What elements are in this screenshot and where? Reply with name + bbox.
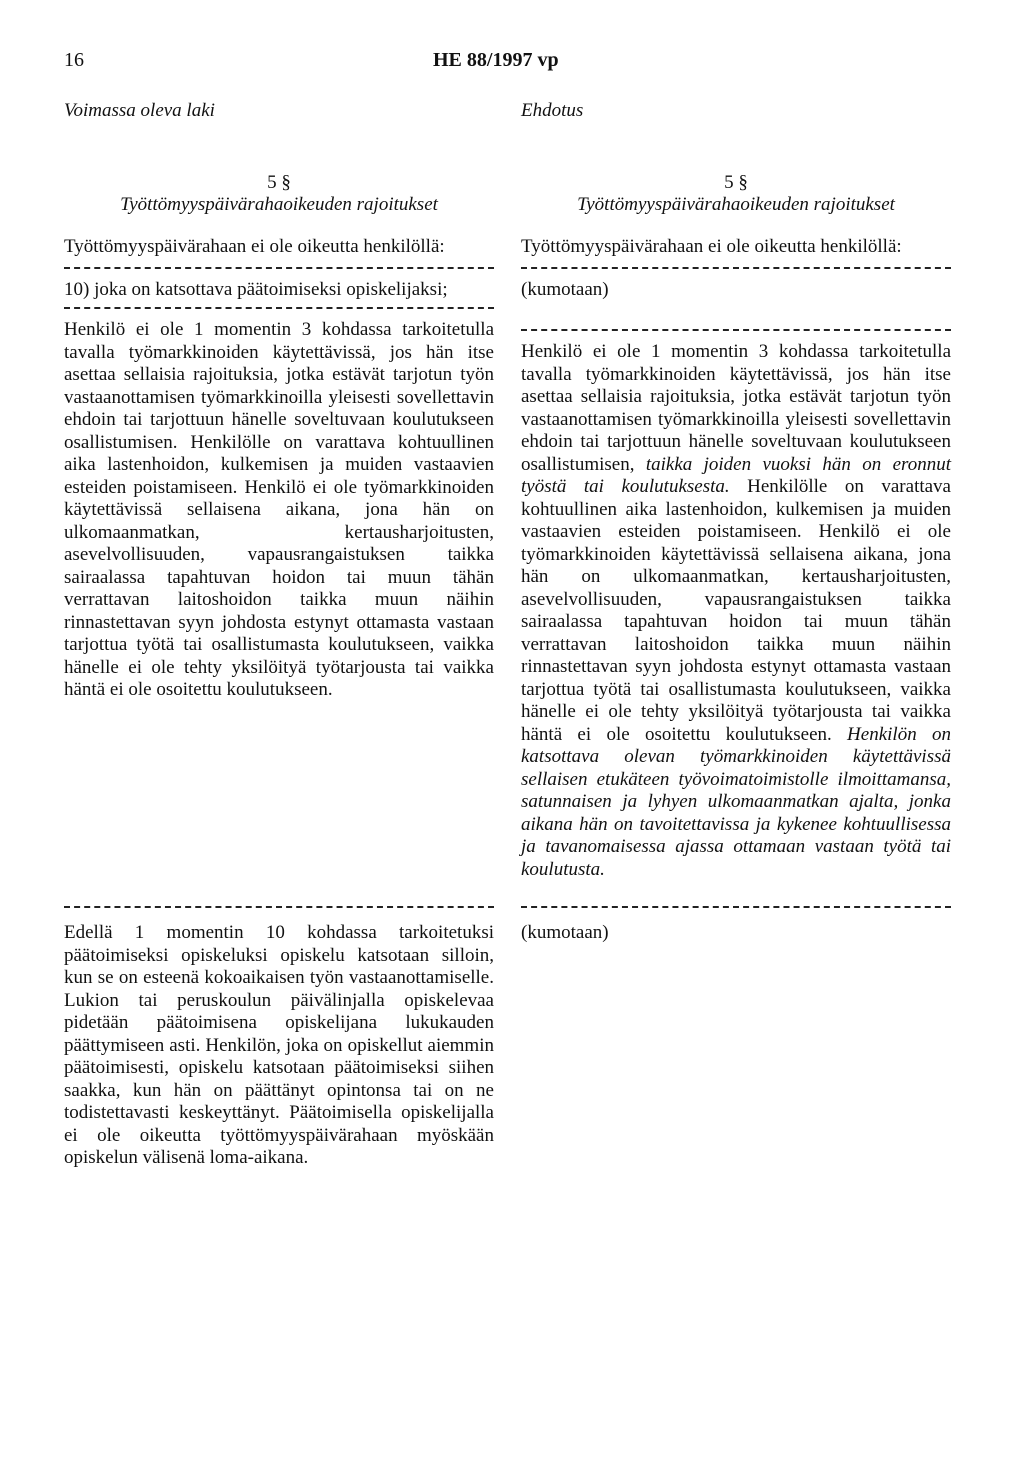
- paragraph-1: Henkilö ei ole 1 momentin 3 kohdassa tarkoitetulla tavalla työmarkkinoiden käytettävissä, jos hän itse asettaa sellaisia rajoituksia, jotka estävät tarjotun työn vastaanottamisen työmarkkinoilla yleisesti sovellettavin ehdoin tai tarjottuun hänelle soveltuvaan koulutukseen osallistumisen. Henkilölle on varattava kohtuullinen aika lastenhoidon, kulkemisen ja muiden vastaavien esteiden poistamiseen. Henkilö ei ole työmarkkinoiden käytettävissä sellaisena aikana, jona hän on ulkomaanmatkan, kertausharjoitusten, asevelvollisuuden, vapausrangaistuksen taikka sairaalassa tapahtuvan hoidon tai muun tähän verrattavan laitoshoidon taikka muun näihin rinnastettavan syyn johdosta estynyt ottamasta vastaan tarjottua työtä tai osallistumasta koulutukseen, vaikka hänelle ei ole tehty yksilöityä työtarjousta tai vaikka häntä ei ole osoitettu koulutukseen.: [64, 319, 494, 700]
- paragraph-1: [521, 341, 951, 881]
- paragraph-2: Edellä 1 momentin 10 kohdassa tarkoitetuksi päätoimiseksi opiskeluksi opiskelu katsotaan silloin, kun se on esteenä kokoaikaisen työn vastaanottamiselle. Lukion tai peruskoulun päivälinjalla opiskelevaa pidetään päätoimisena opiskelijana lukukauden päättymiseen asti. Henkilön, joka on opiskellut aiemmin päätoimisesti, opiskelu katsotaan päätoimiseksi siihen saakka, kun hän on päättänyt opintonsa tai on ne todistettavasti keskeyttänyt. Päätoimisella opiskelijalla ei ole oikeutta työttömyyspäivärahaan myöskään opiskelun välisenä loma-aikana.: [64, 922, 494, 1168]
- page-number: 16: [64, 49, 84, 71]
- paragraph-1-text: Henkilö ei ole 1 momentin 3 kohdassa tarkoitetulla tavalla työmarkkinoiden käytettävissä, jos hän itse asettaa sellaisia rajoituksia, jotka estävät tarjotun työn vastaanottamisen työmarkkinoilla yleisesti sovellettavin ehdoin tai tarjottuun hänelle soveltuvaan koulutukseen osallistumisen,: [521, 341, 951, 475]
- right-column: [521, 172, 951, 881]
- repealed-marker: (kumotaan): [521, 278, 609, 300]
- section-title: Työttömyyspäivärahaoikeuden rajoitukset: [577, 194, 895, 215]
- left-column-heading: Voimassa oleva laki: [64, 100, 215, 121]
- intro-text: Työttömyyspäivärahaan ei ole oikeutta henkilöllä:: [64, 236, 445, 257]
- intro-text: Työttömyyspäivärahaan ei ole oikeutta henkilöllä:: [521, 236, 902, 257]
- omission-divider: [64, 267, 494, 269]
- left-column: [64, 172, 494, 702]
- right-column-heading: Ehdotus: [521, 100, 584, 121]
- item-10-text: 10) joka on katsottava päätoimiseksi opiskelijaksi;: [64, 278, 448, 300]
- amendment-italic-2: Henkilön on katsottava olevan työmarkkinoiden käytettävissä sellaisen etukäteen työvoimatoimistolle ilmoittamansa, satunnaisen ja lyhyen ulkomaanmatkan ajalta, jonka aikana hän on tavoitettavissa ja kykenee kohtuullisessa ja tavanomaisessa ajassa ottamaan vastaan työtä tai koulutusta.: [521, 723, 951, 880]
- omission-divider: [521, 906, 951, 908]
- omission-divider: [521, 267, 951, 269]
- repealed-marker: (kumotaan): [521, 922, 609, 943]
- right-column-lower: [521, 906, 951, 945]
- document-id: HE 88/1997 vp: [433, 49, 559, 71]
- omission-divider: [64, 307, 494, 309]
- section-number: 5 §: [267, 172, 291, 193]
- amendment-italic-1: taikka joiden vuoksi hän on eronnut työstä tai koulutuksesta.: [521, 453, 951, 497]
- paragraph-1-text-cont: Henkilölle on varattava kohtuullinen aika lastenhoidon, kulkemisen ja muiden vastaavien esteiden poistamiseen. Henkilö ei ole työmarkkinoiden käytettävissä sellaisena aikana, jona hän on ulkomaanmatkan, kertausharjoitusten, asevelvollisuuden, vapausrangaistuksen taikka sairaalassa tapahtuvan hoidon tai muun tähän verrattavan laitoshoidon taikka muun näihin rinnastettavan syyn johdosta estynyt ottamasta vastaan tarjottua työtä tai osallistumasta koulutukseen, vaikka hänelle ei ole tehty yksilöityä työtarjousta tai vaikka häntä ei ole osoitettu koulutukseen.: [521, 476, 951, 745]
- section-title: Työttömyyspäivärahaoikeuden rajoitukset: [120, 194, 438, 215]
- omission-divider: [64, 906, 494, 908]
- left-column-lower: [64, 906, 494, 1170]
- section-number: 5 §: [724, 172, 748, 193]
- omission-divider: [521, 329, 951, 331]
